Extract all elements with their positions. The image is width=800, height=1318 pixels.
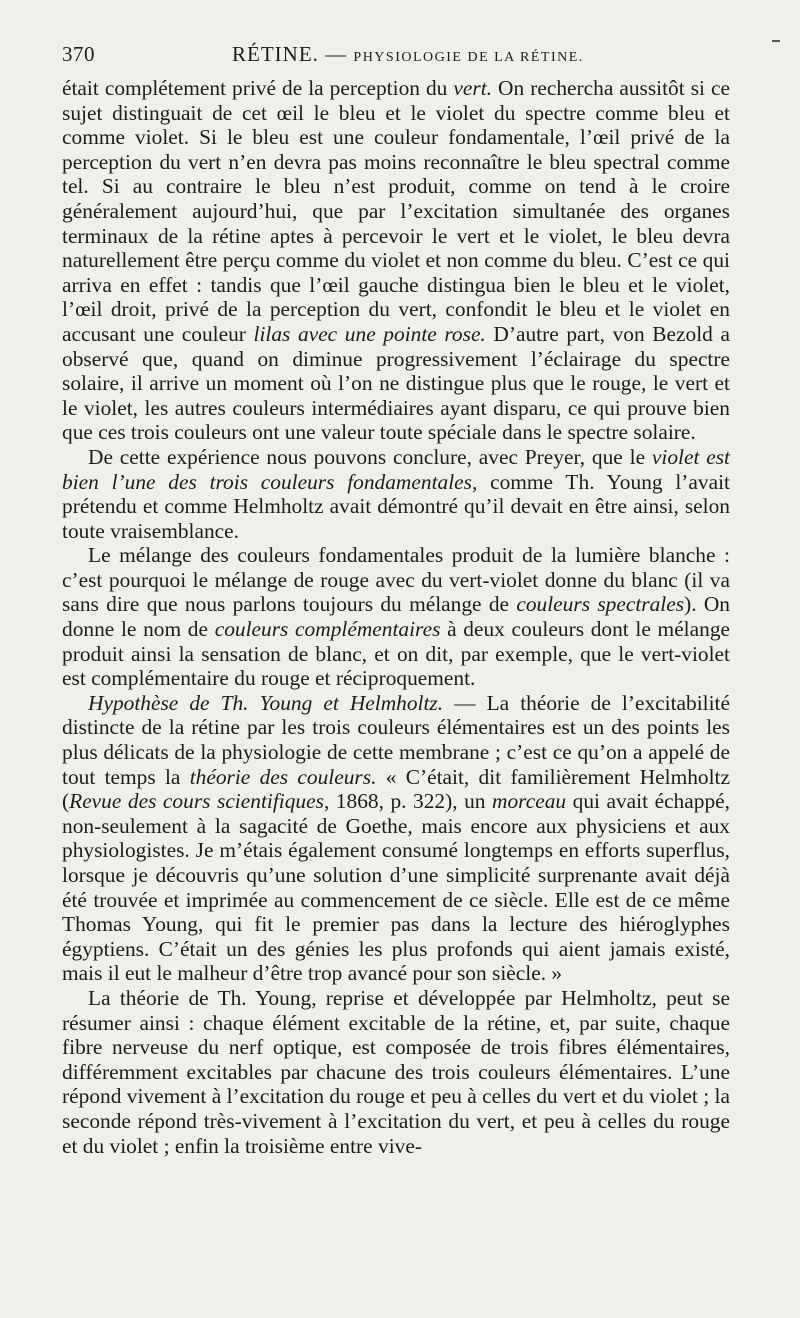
text-run: ). On donne le nom de	[62, 592, 731, 642]
text-run: On rechercha aussitôt si ce sujet distinguait de cet œil le bleu et le violet du spectre comme bleu et comme violet. Si le bleu est une couleur fondamentale, l’œil privé de la perception du vert n’en devra pas moins reconnaître le bleu spectral comme tel. Si au contraire le bleu n’est produit, comme on tend à le croire généralement aujourd’hui, que par l’excitation simultanée des organes terminaux de la rétine aptes à percevoir le vert et le violet, le bleu devra naturellement être perçu comme du violet et non comme du bleu. C’est ce qui arriva en effet : tandis que l’œil gauche distingua bien le bleu et le violet, l’œil droit, privé de la perception du vert, confondit le bleu et le violet en accusant une couleur	[62, 76, 731, 346]
text-run: De cette expérience nous pouvons conclure, avec Preyer, que le	[88, 444, 652, 469]
text-run: La théorie de Th. Young, reprise et développée par Helmholtz, peut se résumer ainsi : chaque élément excitable de la rétine, et, par suite, chaque fibre nerveuse du nerf optique, est composée de trois fibres élémentaires, différemment excitables par chacune des trois couleurs élémentaires. L’une répond vivement à l’excitation du rouge et peu à celles du vert et du violet ; la seconde répond très-vivement à l’excitation du vert, et peu à celles du rouge et du violet ; enfin la troisième entre vive-	[62, 985, 730, 1158]
italic-text: couleurs spectrales	[516, 592, 685, 617]
paragraph	[62, 986, 730, 1158]
paragraph	[62, 691, 730, 986]
title-sub: PHYSIOLOGIE DE LA RÉTINE.	[353, 50, 584, 65]
text-run: comme Th. Young l’avait prétendu et comme Helmholtz avait démontré qu’il devait en être ainsi, selon toute vraisemblance.	[62, 469, 730, 543]
italic-text: violet est bien l’une des trois couleurs fondamentales,	[62, 444, 730, 494]
italic-text: théorie des couleurs.	[189, 764, 377, 789]
running-header	[62, 36, 730, 76]
text-run: était complétement privé de la perception du	[62, 76, 454, 100]
italic-text: Revue des cours scientifiques	[69, 789, 324, 814]
body-text	[62, 76, 730, 1158]
text-run: D’autre part, von Bezold a observé que, quand on diminue progressivement l’éclairage du spectre solaire, il arrive un moment où l’on ne distingue plus que le rouge, le vert et le violet, les autres couleurs intermédiaires ayant disparu, ce qui prouve bien que ces trois couleurs ont une valeur toute spéciale dans le spectre solaire.	[62, 321, 730, 445]
paragraph	[62, 445, 730, 543]
running-title	[232, 42, 584, 67]
text-run: qui avait échappé, non-seulement à la sagacité de Goethe, mais encore aux physiciens et aux physiologistes. Je m’étais également consumé longtemps en efforts superflus, lorsque je découvris qu’une solution d’une simplicité surprenante avait déjà été trouvée et imprimée au commencement de ce siècle. Elle est de ce même Thomas Young, qui fit le premier pas dans la lecture des hiéroglyphes égyptiens. C’était un des génies les plus profonds qui aient jamais existé, mais il eut le malheur d’être trop avancé pour son siècle. »	[62, 789, 730, 986]
text-run: « C’était, dit familièrement Helmholtz (	[62, 764, 730, 814]
italic-text: Hypothèse de Th. Young et Helmholtz.	[88, 690, 444, 715]
text-run: à deux couleurs dont le mélange produit ainsi la sensation de blanc, et on dit, par exemple, que le vert-violet est complémentaire du rouge et réciproquement.	[62, 617, 731, 691]
paragraph	[62, 543, 730, 691]
italic-text: morceau	[492, 789, 567, 814]
italic-text: vert.	[453, 76, 493, 100]
title-dash: —	[318, 42, 354, 66]
margin-mark	[772, 40, 780, 42]
italic-text: lilas avec une pointe rose.	[253, 321, 486, 346]
page-number: 370	[62, 42, 95, 66]
title-main: RÉTINE.	[232, 42, 319, 66]
text-run: — La théorie de l’excitabilité distincte de la rétine par les trois couleurs élémentaires est un des points les plus délicats de la physiologie de cette membrane ; c’est ce qu’on a appelé de tout temps la	[62, 690, 730, 789]
text-run: Le mélange des couleurs fondamentales produit de la lumière blanche : c’est pourquoi le mélange de rouge avec du vert-violet donne du blanc (il va sans dire que nous parlons toujours du mélange de	[62, 543, 730, 617]
text-run: , 1868, p. 322), un	[323, 789, 493, 814]
italic-text: couleurs complémentaires	[214, 617, 441, 642]
paragraph	[62, 76, 730, 445]
